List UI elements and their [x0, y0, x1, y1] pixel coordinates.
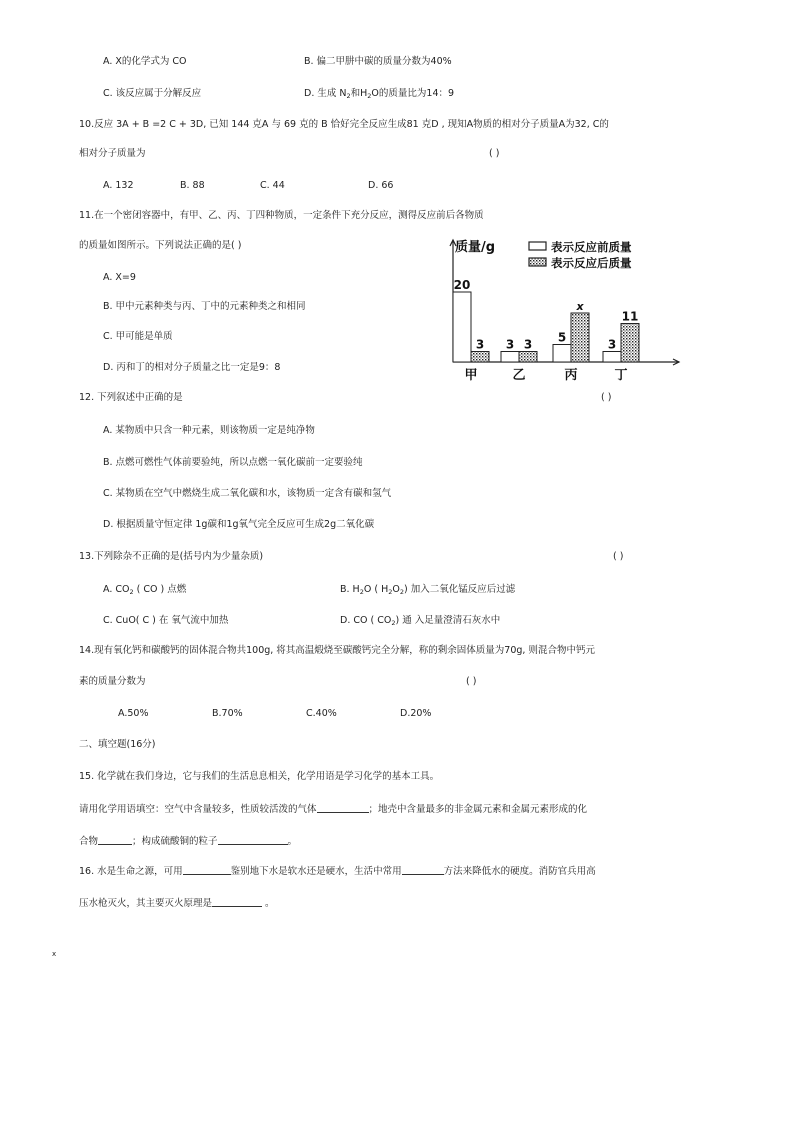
- q13-b-text-4: ) 加入二氧化锰反应后过滤: [403, 584, 516, 595]
- q9-option-a: A. X的化学式为 CO: [103, 56, 187, 67]
- data-label-after-2: x: [576, 300, 584, 313]
- q11-option-c: C. 甲可能是单质: [103, 331, 173, 342]
- mass-bar-chart: [443, 236, 683, 384]
- data-label-after-3: 11: [621, 309, 639, 324]
- q13-d-text-2: ) 通 入足量澄清石灰水中: [395, 615, 501, 626]
- q15-stem-line1: 15. 化学就在我们身边，它与我们的生活息息相关，化学用语是学习化学的基本工具。: [79, 771, 440, 782]
- q9-d-sub-1: 2: [346, 92, 351, 100]
- q14-option-a: A.50%: [118, 708, 149, 719]
- q12-stem: 12. 下列叙述中正确的是: [79, 392, 183, 403]
- bar-before-1: [501, 352, 519, 363]
- q13-option-c: C. CuO( C ) 在 氧气流中加热: [103, 615, 229, 626]
- q13-d-text-1: D. CO ( CO: [340, 615, 392, 626]
- data-label-after-1: 3: [523, 337, 533, 352]
- category-label-0: 甲: [464, 368, 478, 383]
- q13-b-text-2: O ( H: [363, 584, 389, 595]
- q13-d-sub: 2: [391, 619, 396, 627]
- q12-option-d: D. 根据质量守恒定律 1g碳和1g氧气完全反应可生成2g二氧化碳: [103, 519, 375, 530]
- q9-d-text-2: 和H: [350, 88, 368, 99]
- q16-blank-1[interactable]: [183, 864, 231, 875]
- q11-option-b: B. 甲中元素种类与丙、丁中的元素种类之和相同: [103, 301, 306, 312]
- q16-stem-line2: [79, 896, 275, 910]
- q9-option-c: C. 该反应属于分解反应: [103, 88, 202, 99]
- q11-option-a: A. X=9: [103, 272, 136, 283]
- q15-text-2: ；地壳中含量最多的非金属元素和金属元素形成的化: [368, 804, 588, 815]
- data-label-before-1: 3: [505, 337, 515, 352]
- data-label-before-2: 5: [557, 330, 567, 345]
- q10-option-b: B. 88: [180, 180, 205, 191]
- category-label-2: 丙: [564, 368, 578, 383]
- q13-b-sub-3: 2: [399, 588, 404, 596]
- q13-b-sub-2: 2: [388, 588, 393, 596]
- q12-option-b: B. 点燃可燃性气体前要验纯，所以点燃一氧化碳前一定要验纯: [103, 457, 363, 468]
- q15-blank-1[interactable]: [317, 802, 369, 813]
- q15-text-4: ；构成硫酸铜的粒子: [132, 836, 218, 847]
- data-label-before-0: 20: [453, 278, 471, 292]
- q13-option-a: [103, 584, 186, 596]
- q13-answer-paren: ( ): [613, 551, 624, 562]
- q13-option-b: [340, 584, 515, 596]
- data-label-before-3: 3: [607, 337, 617, 352]
- q9-option-b: B. 偏二甲肼中碳的质量分数为40%: [304, 56, 452, 67]
- q16-text-4: 压水枪灭火，其主要灭火原理是: [79, 898, 213, 909]
- q15-stem-line3: [79, 834, 297, 848]
- category-label-3: 丁: [614, 368, 628, 383]
- q9-d-sub-2: 2: [367, 92, 372, 100]
- q10-option-a: A. 132: [103, 180, 134, 191]
- q16-text-3: 方法来降低水的硬度。消防官兵用高: [443, 866, 596, 877]
- bar-before-0: [453, 292, 471, 362]
- q13-a-text-1: A. CO: [103, 584, 130, 595]
- q15-blank-2[interactable]: [98, 834, 132, 845]
- q14-stem-line1: 14.现有氧化钙和碳酸钙的固体混合物共100g, 将其高温煅烧至碳酸钙完全分解，称的剩余固体质量为70g, 则混合物中钙元: [79, 645, 595, 656]
- q9-option-d: [304, 88, 454, 100]
- q16-blank-3[interactable]: [212, 896, 262, 907]
- bar-after-2: [571, 313, 589, 362]
- q13-b-text-3: O: [392, 584, 400, 595]
- q13-b-text-1: B. H: [340, 584, 360, 595]
- bar-after-3: [621, 324, 639, 363]
- q13-option-d: [340, 615, 500, 627]
- legend-label-after: 表示反应后质量: [551, 256, 632, 270]
- q13-b-sub-1: 2: [359, 588, 364, 596]
- q9-d-text-1: D. 生成 N: [304, 88, 347, 99]
- q16-stem-line1: [79, 864, 596, 878]
- q14-answer-paren: ( ): [466, 676, 477, 687]
- q10-stem-line2: 相对分子质量为: [79, 148, 146, 159]
- bar-after-0: [471, 352, 489, 363]
- q10-option-c: C. 44: [260, 180, 285, 191]
- bar-after-1: [519, 352, 537, 363]
- q15-text-1: 请用化学用语填空：空气中含量较多，性质较活泼的气体: [79, 804, 317, 815]
- q12-option-c: C. 某物质在空气中燃烧生成二氧化碳和水，该物质一定含有碳和氢气: [103, 488, 392, 499]
- q15-text-5: 。: [287, 836, 298, 847]
- q16-text-2: 鉴别地下水是软水还是硬水，生活中常用: [230, 866, 402, 877]
- data-label-after-0: 3: [475, 337, 485, 352]
- legend-swatch-before: [529, 242, 546, 250]
- section-heading-fill-blank: 二、填空题(16分): [79, 739, 156, 750]
- q12-answer-paren: ( ): [601, 392, 612, 403]
- q11-stem-line1: 11.在一个密闭容器中，有甲、乙、丙、丁四种物质，一定条件下充分反应，测得反应前后各物质: [79, 210, 484, 221]
- legend-swatch-after: [529, 258, 546, 266]
- y-axis-label: 质量/g: [455, 240, 496, 255]
- q14-option-b: B.70%: [212, 708, 243, 719]
- bar-before-2: [553, 345, 571, 363]
- q15-blank-3[interactable]: [218, 834, 288, 845]
- legend-label-before: 表示反应前质量: [551, 240, 632, 254]
- q14-stem-line2: 素的质量分数为: [79, 676, 146, 687]
- q10-stem-line1: 10.反应 3A + B =2 C + 3D, 已知 144 克A 与 69 克的 B 恰好完全反应生成81 克D , 现知A物质的相对分子质量A为32, C的: [79, 119, 609, 130]
- q11-option-d: D. 丙和丁的相对分子质量之比一定是9：8: [103, 362, 281, 373]
- q10-option-d: D. 66: [368, 180, 394, 191]
- q15-text-3: 合物: [79, 836, 99, 847]
- q11-stem-line2: 的质量如图所示。下列说法正确的是( ): [79, 240, 242, 251]
- q16-text-1: 16. 水是生命之源，可用: [79, 866, 183, 877]
- q15-stem-line2: [79, 802, 587, 816]
- q16-blank-2[interactable]: [402, 864, 444, 875]
- q13-stem: 13.下列除杂不正确的是(括号内为少量杂质): [79, 551, 264, 562]
- stray-mark: x: [52, 950, 57, 958]
- q12-option-a: A. 某物质中只含一种元素，则该物质一定是纯净物: [103, 425, 315, 436]
- q14-option-d: D.20%: [400, 708, 432, 719]
- q16-text-5: 。: [262, 898, 275, 909]
- category-label-1: 乙: [512, 368, 526, 383]
- q10-answer-paren: ( ): [489, 148, 500, 159]
- q9-d-text-3: O的质量比为14：9: [371, 88, 455, 99]
- q14-option-c: C.40%: [306, 708, 337, 719]
- q13-a-text-2: ( CO ) 点燃: [133, 584, 187, 595]
- q13-a-sub: 2: [129, 588, 134, 596]
- bar-before-3: [603, 352, 621, 363]
